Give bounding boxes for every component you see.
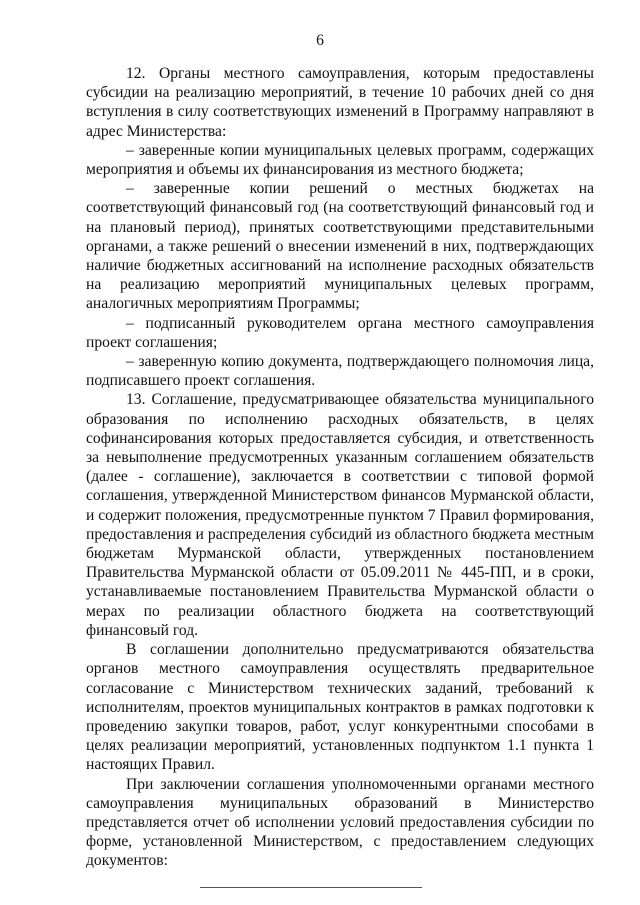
list-item-signed-draft: – подписанный руководителем органа местного самоуправления проект соглашения; xyxy=(86,314,594,351)
list-item-budget-decisions: – заверенные копии решений о местных бюджетах на соответствующий финансовый год (на соответствующий финансовый год и на плановый период), принятых соответствующими представительными органами, а также решений о внесении изменений в них, подтверждающих наличие бюджетных ассигнований на исполнение расходных обязательств на реализацию мероприятий муниципальных целевых программ, аналогичных мероприятиям Программы; xyxy=(86,180,594,313)
list-item-program-copies: – заверенные копии муниципальных целевых программ, содержащих мероприятия и объемы их финансирования из местного бюджета; xyxy=(86,141,594,179)
list-item-authority-copy: – заверенную копию документа, подтверждающего полномочия лица, подписавшего проект соглашения. xyxy=(86,353,594,390)
document-body xyxy=(86,64,594,871)
page-number: 6 xyxy=(316,32,324,49)
paragraph-12: 12. Органы местного самоуправления, которым предоставлены субсидии на реализацию мероприятий, в течение 10 рабочих дней со дня вступления в силу соответствующих изменений в Программу направляют в адрес Министерства: xyxy=(86,65,594,140)
paragraph-13: 13. Соглашение, предусматривающее обязательства муниципального образования по исполнению расходных обязательств, в целях софинансирования которых предоставляется субсидия, и ответственность за невыполнение предусмотренных указанным соглашением обязательств (далее - соглашение), заключается в соответствии с типовой формой соглашения, утвержденной Министерством финансов Мурманской области, и содержит положения, предусмотренные пунктом 7 Правил формирования, предоставления и распределения субсидий из областного бюджета местным бюджетам Мурманской области, утвержденных постановлением Правительства Мурманской области от 05.09.2011 № 445-ПП, и в сроки, устанавливаемые постановлением Правительства Мурманской области о мерах по реализации областного бюджета на соответствующий финансовый год. xyxy=(86,391,594,639)
paragraph-additional-obligations: В соглашении дополнительно предусматриваются обязательства органов местного самоуправления осуществлять предварительное согласование с Министерством технических заданий, требований к исполнителям, проектов муниципальных контрактов в рамках подготовки к проведению закупки товаров, работ, услуг конкурентными способами в целях реализации мероприятий, установленных подпунктом 1.1 пункта 1 настоящих Правил. xyxy=(86,641,594,774)
footer-divider xyxy=(200,887,422,888)
paragraph-report: При заключении соглашения уполномоченными органами местного самоуправления муниципальных образований в Министерство представляется отчет об исполнении условий предоставления субсидии по форме, установленной Министерством, с предоставлением следующих документов: xyxy=(86,775,594,870)
